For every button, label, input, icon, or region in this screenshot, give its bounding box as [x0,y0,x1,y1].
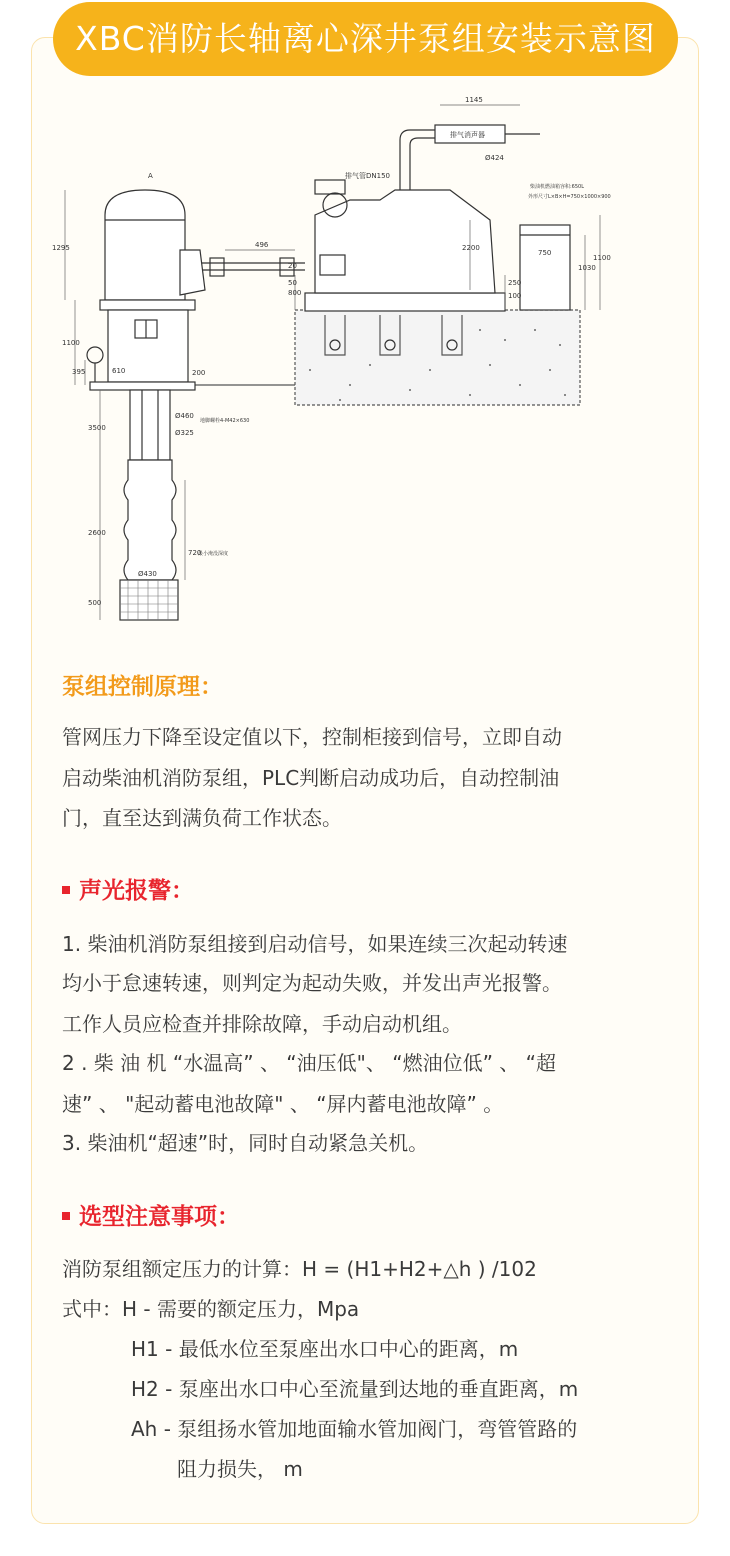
dim-label: 100 [508,292,522,300]
control-text-line: 门，直至达到满负荷工作状态。 [62,806,342,830]
dim-label: 200 [192,369,206,377]
dim-label: 最小淹没深度 [198,551,229,557]
section-heading-text: 选型注意事项： [79,1204,240,1230]
dim-label: 496 [255,241,269,249]
dim-label: 外形尺寸L×B×H=750×1000×900 [528,194,611,200]
selection-text-line: Ah - 泵组扬水管加地面输水管加阀门，弯管管路的 [131,1417,578,1441]
dim-label: Ø460 [175,412,194,420]
dim-label: A [148,172,153,180]
control-text-line: 管网压力下降至设定值以下，控制柜接到信号，立即自动 [62,725,562,749]
dim-label: 2600 [88,529,106,537]
alarm-text-line: 3. 柴油机“超速”时，同时自动紧急关机。 [62,1131,429,1155]
section-heading-text: 声光报警： [79,878,194,904]
dim-label: Ø325 [175,429,194,437]
alarm-text-line: 工作人员应检查并排除故障，手动启动机组。 [62,1012,462,1036]
bullet-icon [62,1212,70,1220]
dim-label: 排气管DN150 [345,172,390,180]
dim-label: 610 [112,367,126,375]
dim-label: 395 [72,368,86,376]
dim-label: 1100 [62,339,80,347]
selection-text-line: H2 - 泵座出水口中心至流量到达地的垂直距离，m [131,1377,579,1401]
dim-label: 250 [508,279,522,287]
section-heading-control: 泵组控制原理： [62,674,223,700]
installation-drawing [50,96,611,630]
selection-text-line: 阻力损失， m [177,1457,303,1481]
dim-label: 柴油机燃油箱容积:650L [530,184,585,190]
page-title: XBC消防长轴离心深井泵组安装示意图 [53,2,678,76]
dim-label: 地脚螺栓4-M42×630 [200,418,250,424]
selection-text-line: H1 - 最低水位至泵座出水口中心的距离，m [131,1337,519,1361]
dim-label: 750 [538,249,552,257]
dim-label: 720 [188,549,202,557]
dim-label: 50 [288,279,297,287]
selection-text-line: 式中：H - 需要的额定压力，Mpa [62,1297,360,1321]
dim-label: 1100 [593,254,611,262]
alarm-text-line: 2 . 柴 油 机 “水温高” 、 “油压低"、 “燃油位低” 、 “超 [62,1051,557,1075]
dim-label: 20 [288,262,297,270]
dim-label: 800 [288,289,302,297]
dim-label: 2200 [462,244,480,252]
dim-label: 1030 [578,264,596,272]
dim-label: 排气消声器 [450,131,485,139]
alarm-text-line: 1. 柴油机消防泵组接到启动信号，如果连续三次起动转速 [62,932,568,956]
section-heading-selection [62,1198,240,1231]
alarm-text-line: 均小于怠速转速，则判定为起动失败，并发出声光报警。 [62,971,562,995]
alarm-text-line: 速” 、 "起动蓄电池故障" 、 “屏内蓄电池故障” 。 [62,1092,504,1116]
control-text-line: 启动柴油机消防泵组，PLC判断启动成功后，自动控制油 [62,766,560,790]
section-heading-alarm [62,872,194,905]
dim-label: 1295 [52,244,70,252]
dim-label: 3500 [88,424,106,432]
dim-label: 1145 [465,96,483,104]
selection-text-line: 消防泵组额定压力的计算：H = (H1+H2+△h ) /102 [62,1257,537,1281]
dim-label: Ø430 [138,570,157,578]
dim-label: Ø424 [485,154,504,162]
bullet-icon [62,886,70,894]
dim-label: 500 [88,599,102,607]
